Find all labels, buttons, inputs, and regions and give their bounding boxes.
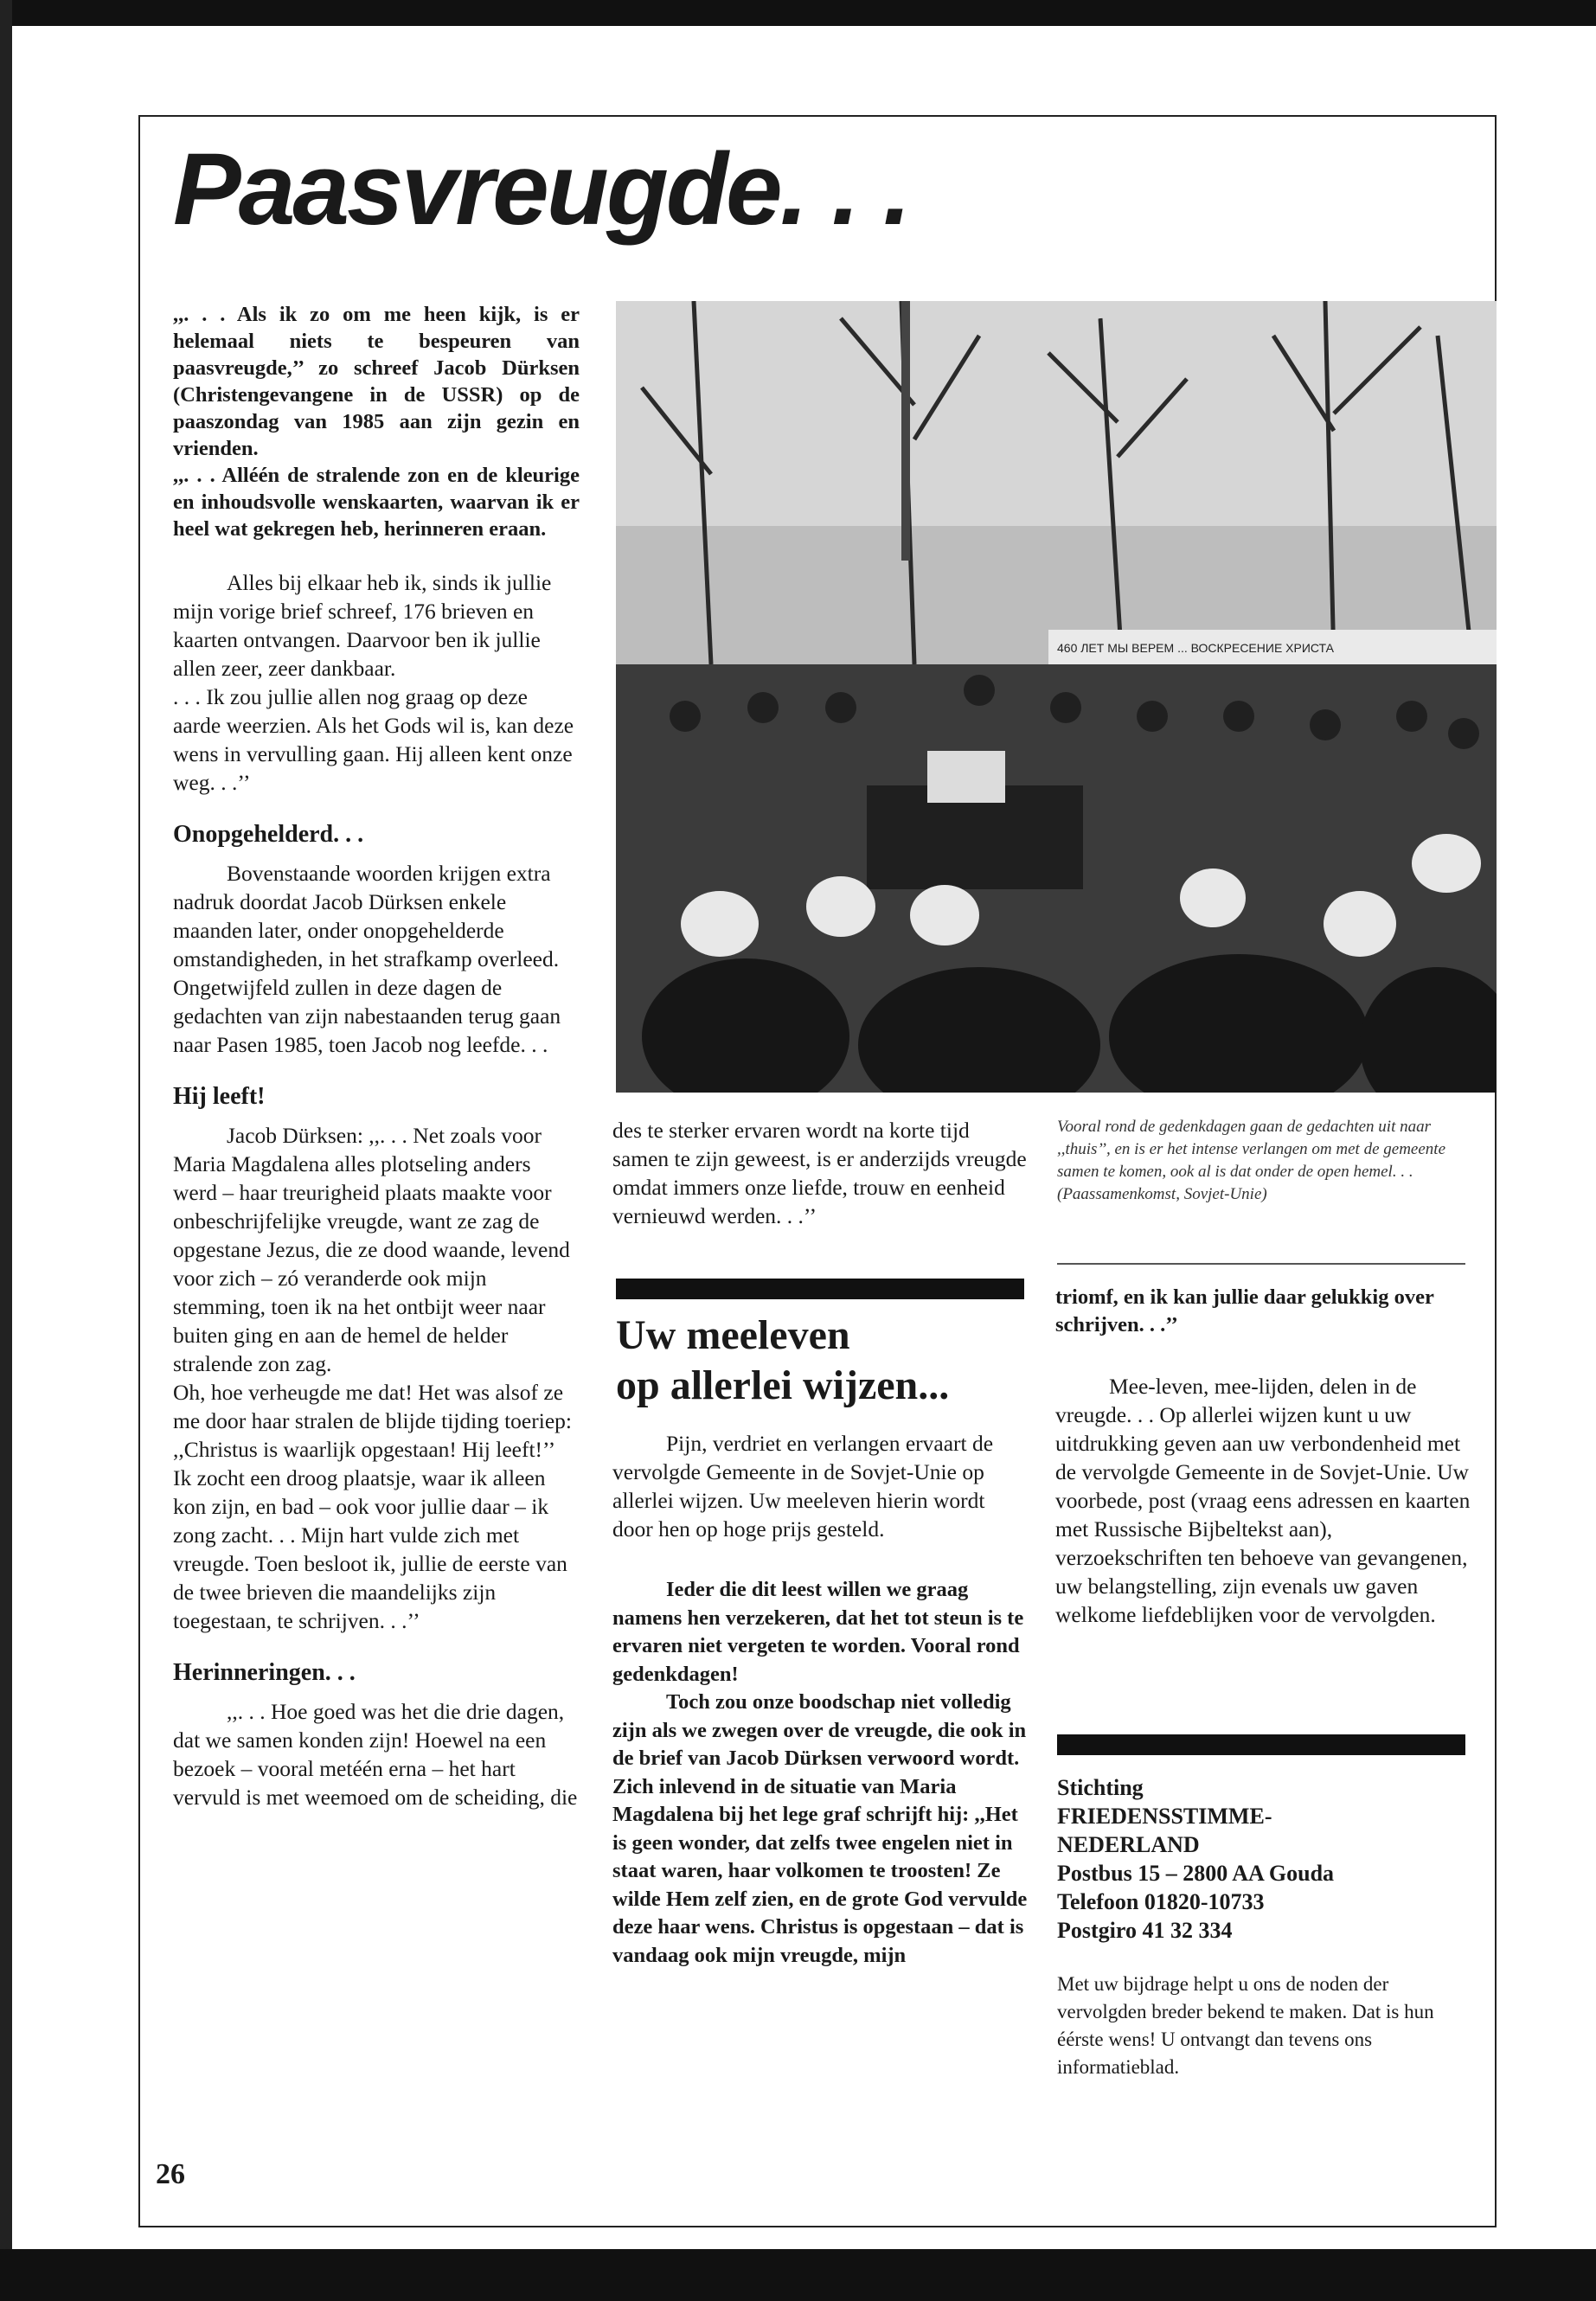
closing-text: Met uw bijdrage helpt u ons de noden der vervolgden breder bekend te maken. Dat is hun éérste wens! U ontvangt dan tevens ons informatieblad.	[1057, 1973, 1434, 2078]
article-2-title	[616, 1311, 949, 1411]
article-2-title-line-1: Uw meeleven	[616, 1312, 850, 1358]
hij-leeft-text-3: Ik zocht een droog plaatsje, waar ik alleen kon zijn, en bad – ook voor jullie daar – ik zong zacht. . . Mijn hart vulde zich met vreugde. Toen besloot ik, jullie de eerste van de twee brieven die maandelijks zijn toegestaan, te schrijven. . .’’	[173, 1465, 567, 1633]
top-border	[0, 0, 1596, 26]
heading-herinneringen: Herinneringen. . .	[173, 1659, 356, 1686]
easter-gathering-photo	[616, 301, 1497, 1093]
column-1	[173, 301, 580, 1811]
article-2-body	[612, 1429, 1028, 1970]
left-edge-shadow	[0, 0, 12, 2301]
photo-banner-text: 460 ЛЕТ МЫ ВЕРЕМ ... ВОСКРЕСЕНИЕ ХРИСТА	[1057, 641, 1334, 655]
contact-line-4: Postbus 15 – 2800 AA Gouda	[1057, 1861, 1335, 1886]
article-2-top-rule	[616, 1279, 1024, 1299]
article-2-bold-paragraph-2: Toch zou onze boodschap niet volledig zijn als we zwegen over de vreugde, die ook in de brief van Jacob Dürksen verwoord wordt. Zich inlevend in de situatie van Maria Magdalena bij het lege graf schrijft hij: ,,Het is geen wonder, dat zelfs twee engelen niet in staat waren, haar volkomen te troosten! Ze wilde Hem zelf zien, en de grote God vervulde deze haar wens. Christus is opgestaan – dat is vandaag ook mijn vreugde, mijn	[612, 1690, 1028, 1967]
letter-paragraph-2: . . . Ik zou jullie allen nog graag op deze aarde weerzien. Als het Gods wil is, kan deze wens in vervulling gaan. Hij alleen kent onze weg. . .’’	[173, 684, 574, 795]
contact-block	[1057, 1773, 1334, 1945]
page-number: 26	[156, 2158, 185, 2190]
article-2-bold-paragraph-1: Ieder die dit leest willen we graag namens hen verzekeren, dat het tot steun is te ervaren niet vergeten te worden. Vooral rond gedenkdagen!	[612, 1578, 1024, 1686]
letter-paragraph-1: Alles bij elkaar heb ik, sinds ik jullie mijn vorige brief schreef, 176 brieven en kaarten ontvangen. Daarvoor ben ik jullie allen zeer, zeer dankbaar.	[173, 570, 552, 681]
contact-line-6: Postgiro 41 32 334	[1057, 1918, 1233, 1943]
contact-line-3: NEDERLAND	[1057, 1832, 1200, 1857]
article-2-title-line-2: op allerlei wijzen...	[616, 1362, 950, 1408]
contact-line-5: Telefoon 01820-10733	[1057, 1889, 1265, 1914]
intro-paragraph-2: ,,. . . Alléén de stralende zon en de kleurige en inhoudsvolle wenskaarten, waarvan ik er heel wat gekregen heb, herinneren eraan.	[173, 464, 580, 541]
heading-hij-leeft: Hij leeft!	[173, 1083, 266, 1110]
contact-line-1: Stichting	[1057, 1775, 1144, 1800]
hij-leeft-text-1: Jacob Dürksen: ,,. . . Net zoals voor Maria Magdalena alles plotseling anders werd – haar treurigheid plaats maakte voor onbeschrijfelijke vreugde, want ze zag de opgestane Jezus, die ze dood waande, levend voor zich – zó veranderde ook mijn stemming, toen ik na het ontbijt weer naar buiten ging en aan de hemel de helder stralende zon zag.	[173, 1123, 570, 1376]
column-2-continuation: des te sterker ervaren wordt na korte tijd samen te zijn geweest, is er anderzijds vreugde omdat immers onze liefde, trouw en eenheid vernieuwd werden. . .’’	[612, 1118, 1027, 1228]
hij-leeft-text-2: Oh, hoe verheugde me dat! Het was alsof ze me door haar stralen de blijde tijding toeriep: ,,Christus is waarlijk opgestaan! Hij leeft!’’	[173, 1380, 572, 1462]
onopgehelderd-text: Bovenstaande woorden krijgen extra nadruk doordat Jacob Dürksen enkele maanden later, onder onopgehelderde omstandigheden, in het strafkamp overleed. Ongetwijfeld zullen in deze dagen de gedachten van zijn nabestaanden terug gaan naar Pasen 1985, toen Jacob nog leefde. . .	[173, 861, 561, 1057]
article-title: Paasvreugde. . .	[173, 132, 909, 247]
heading-onopgehelderd: Onopgehelderd. . .	[173, 821, 364, 848]
herinneringen-text: ,,. . . Hoe goed was het die drie dagen, dat we samen konden zijn! Hoewel na een bezoek – vooral metéén erna – het hart vervuld is met weemoed om de scheiding, die	[173, 1699, 578, 1810]
photo-caption: Vooral rond de gedenkdagen gaan de gedachten uit naar ,,thuis’’, en is er het intense verlangen om met de gemeente samen te komen, ook al is dat onder de open hemel. . . (Paassamenkomst, Sovjet-Unie)	[1057, 1118, 1446, 1203]
article-2-paragraph-1: Pijn, verdriet en verlangen ervaart de vervolgde Gemeente in de Sovjet-Unie op allerlei wijzen. Uw meeleven hierin wordt door hen op hoge prijs gesteld.	[612, 1431, 994, 1541]
caption-divider	[1057, 1263, 1465, 1265]
column-3-paragraph: Mee-leven, mee-lijden, delen in de vreugde. . . Op allerlei wijzen kunt u uw uitdrukking geven aan uw verbondenheid met de vervolgde Gemeente in de Sovjet-Unie. Uw voorbede, post (vraag eens adressen en kaarten met Russische Bijbeltekst aan), verzoekschriften ten behoeve van gevangenen, uw belangstelling, zijn evenals uw gaven welkome liefdeblijken voor de vervolgden.	[1055, 1374, 1471, 1627]
intro-paragraph-1: ,,. . . Als ik zo om me heen kijk, is er helemaal niets te bespeuren van paasvreugde,’’ zo schreef Jacob Dürksen (Christengevangene in de USSR) op de paaszondag van 1985 aan zijn gezin en vrienden.	[173, 303, 580, 460]
contact-top-rule	[1057, 1734, 1465, 1755]
column-3	[1055, 1284, 1471, 1629]
column-2	[612, 1116, 1028, 1230]
bottom-border	[0, 2249, 1596, 2301]
contact-line-2: FRIEDENSSTIMME-	[1057, 1804, 1272, 1829]
column-3-continuation: triomf, en ik kan jullie daar gelukkig over schrijven. . .’’	[1055, 1285, 1434, 1336]
